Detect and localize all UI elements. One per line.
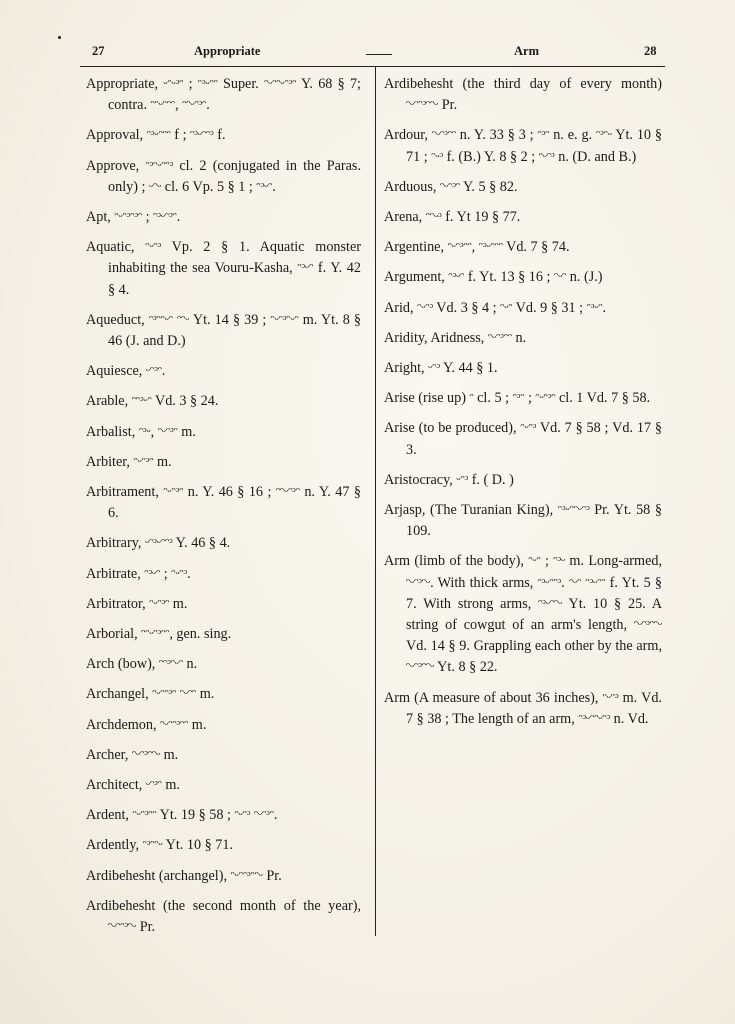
entry-definition: ᵔᵕᵔᵔᵓᵔ ᵔᵕᵔᵔ m. [152, 686, 215, 703]
dictionary-entry [86, 564, 361, 585]
entry-headword: Arm (limb of the body), [384, 553, 524, 570]
entry-definition: ᵔᵓᵕᵔᵔᵔ f ; ᵔᵓᵕᵔᵔᵓ f. [146, 127, 226, 144]
entry-definition: (A measure of about 36 inches), ᵔᵕᵔᵓ m. Vd. 7 § 38 ; The length of an arm, ᵔᵓᵕᵔᵔᵕᵔᵓ n. Vd. [406, 689, 662, 727]
entry-definition: ᵔᵔᵓᵔᵕᵔ n. [158, 656, 198, 673]
entry-headword: Aridity, Aridness, [384, 329, 485, 346]
entry-definition: ᵔᵓᵕ, ᵔᵕᵔᵓᵔ m. [138, 423, 196, 440]
entry-headword: Archdemon, [86, 716, 157, 733]
dictionary-entry [86, 835, 361, 856]
dictionary-entry [86, 775, 361, 796]
entry-headword: Arbalist, [86, 423, 136, 440]
entry-definition: ᵔᵕᵔᵔᵓᵔᵔ m. [160, 716, 207, 733]
dictionary-entry [384, 551, 662, 678]
dictionary-entry [86, 684, 361, 705]
entry-headword: Arise (to be produced), [384, 420, 517, 437]
entry-definition: ᵔᵕᵔᵓᵔᵔ n. [487, 329, 527, 346]
running-head-left: Appropriate [194, 44, 261, 58]
entry-definition: (The Turanian King), ᵔᵓᵕᵔᵔᵕᵔᵓ Pr. Yt. 58 § 109. [406, 502, 663, 540]
dictionary-entry [86, 391, 361, 412]
entry-headword: Arjasp, [384, 502, 426, 519]
running-head-right: Arm [514, 44, 539, 58]
entry-headword: Arbitrator, [86, 595, 146, 612]
dictionary-entry [384, 298, 662, 319]
dictionary-entry [86, 310, 361, 352]
entry-definition: ᵔᵓᵔᵔᵕ Yt. 10 § 71. [142, 837, 233, 854]
entry-definition: ᵔᵕᵔᵓᵔ Y. 5 § 82. [439, 178, 518, 195]
entry-headword: Ardently, [86, 837, 140, 854]
dictionary-entry [384, 74, 662, 116]
right-column [384, 74, 662, 739]
dictionary-entry [86, 422, 361, 443]
entry-definition: ᵔᵔᵓᵕᵔ Vd. 3 § 24. [131, 393, 219, 410]
entry-headword: Arbitrament, [86, 484, 159, 501]
dictionary-entry [86, 745, 361, 766]
entry-definition: (the second month of the year), ᵔᵕᵔᵔᵓᵔᵕ Pr. [108, 897, 361, 936]
entry-headword: Aqueduct, [86, 311, 145, 328]
dictionary-entry [86, 896, 361, 938]
page-number-right: 28 [644, 44, 657, 58]
page-speck [58, 36, 61, 39]
entry-definition: ᵔ cl. 5 ; ᵔᵓᵔ ; ᵔᵕᵔᵓᵔ cl. 1 Vd. 7 § 58. [469, 390, 651, 407]
entry-definition: ᵔᵕᵔᵓᵔ m. [149, 595, 188, 612]
entry-headword: Ardour, [384, 127, 428, 144]
dictionary-entry [86, 207, 361, 228]
dictionary-entry [86, 74, 361, 116]
dictionary-entry [384, 688, 662, 730]
entry-headword: Argument, [384, 269, 445, 286]
dictionary-entry [86, 594, 361, 615]
entry-headword: Arise (rise up) [384, 390, 466, 407]
entry-definition: ᵔᵕᵔᵓ Vd. 3 § 4 ; ᵔᵕᵔ Vd. 9 § 31 ; ᵔᵓᵕᵔ. [417, 299, 607, 316]
entry-headword: Aristocracy, [384, 471, 453, 488]
dictionary-entry [384, 328, 662, 349]
entry-headword: Ardent, [86, 807, 129, 824]
entry-definition: ᵔᵔᵕᵓ f. Yt 19 § 77. [425, 209, 521, 226]
dictionary-entry [384, 500, 662, 542]
entry-definition: ᵕᵔᵓ f. ( D. ) [456, 471, 514, 488]
entry-definition: ᵔᵕᵔᵓᵔᵔ Yt. 19 § 58 ; ᵔᵕᵔᵓ ᵔᵕᵔᵓᵔ. [132, 807, 278, 824]
dictionary-entry [384, 358, 662, 379]
entry-definition: ᵔᵕᵔᵓᵔ m. [133, 453, 172, 470]
dictionary-entry [384, 267, 662, 288]
entry-headword: Arbiter, [86, 453, 130, 470]
dictionary-entry [86, 361, 361, 382]
entry-headword: Arch (bow), [86, 656, 156, 673]
dictionary-entry [86, 452, 361, 473]
dictionary-entry [86, 156, 361, 198]
entry-headword: Arable, [86, 393, 129, 410]
entry-definition: ᵔᵕᵔᵓᵔᵔ n. Y. 33 § 3 ; ᵔᵓᵔ n. e. g. ᵔᵓᵔᵕ Yt. 10 § 71 ; ᵔᵕᵓ f. (B.) Y. 8 § 2 ; ᵔᵕᵔᵓ n. (D. and B.) [406, 127, 662, 165]
entry-headword: Arena, [384, 209, 423, 226]
entry-definition: ᵔᵕᵔᵓ Vd. 7 § 58 ; Vd. 17 § 3. [406, 420, 662, 458]
entry-headword: Arbitrary, [86, 535, 142, 552]
page-number-left: 27 [92, 44, 105, 58]
entry-definition: ᵔᵕᵔᵓᵔᵔ, ᵔᵓᵕᵔᵔᵔ Vd. 7 § 74. [447, 239, 570, 256]
dictionary-entry [86, 533, 361, 554]
entry-definition: ᵔᵓᵕᵔ f. Yt. 13 § 16 ; ᵔᵕᵔ n. (J.) [448, 269, 603, 286]
running-header [84, 44, 664, 64]
entry-headword: Aright, [384, 360, 425, 377]
dictionary-entry [86, 482, 361, 524]
entry-definition: ᵔᵓᵕᵔ ; ᵔᵕᵔᵓ. [144, 565, 191, 582]
entry-definition: ᵔᵕᵔᵔᵓᵔᵔᵕ Pr. [230, 867, 282, 884]
dictionary-entry [384, 237, 662, 258]
entry-headword: Arbitrate, [86, 565, 141, 582]
dictionary-entry [86, 624, 361, 645]
entry-headword: Approve, [86, 157, 140, 174]
column-rule [375, 66, 376, 936]
entry-definition: ᵕᵔᵕᵓᵔ ; ᵔᵓᵕᵔᵔ Super. ᵔᵕᵔᵔᵕᵔᵓᵔ Y. 68 § 7; contra. ᵔᵔᵕᵔᵔᵔ, ᵔᵔᵕᵔᵓᵔ. [108, 76, 362, 114]
entry-headword: Archangel, [86, 686, 149, 703]
dictionary-entry [86, 654, 361, 675]
entry-headword: Appropriate, [86, 76, 159, 92]
entry-definition: ᵔᵕᵔᵓᵔᵓᵔ ; ᵔᵓᵕᵔᵓᵔ. [114, 209, 181, 226]
running-head-separator [366, 54, 392, 55]
entry-definition: ᵔᵕᵔᵓᵔᵔᵕ m. [131, 746, 179, 763]
entry-definition: ᵕᵔᵓᵔ m. [145, 777, 180, 794]
dictionary-entry [384, 388, 662, 409]
entry-headword: Ardibehesht [86, 897, 156, 914]
dictionary-entry [86, 125, 361, 146]
entry-headword: Archer, [86, 746, 129, 763]
entry-headword: Apt, [86, 209, 111, 226]
entry-definition: ᵔᵓᵔᵕᵔᵔᵓ cl. 2 (conjugated in the Paras. only) ; ᵕᵔᵕ cl. 6 Vp. 5 § 1 ; ᵔᵓᵕᵔ. [108, 157, 361, 195]
entry-headword: Arborial, [86, 626, 138, 643]
entry-headword: Argentine, [384, 239, 445, 256]
left-column [86, 74, 361, 947]
entry-headword: Ardibehesht [384, 76, 454, 92]
dictionary-entry [86, 715, 361, 736]
header-rule [80, 66, 665, 67]
entry-definition: ᵔᵔᵕᵔᵓᵔᵔ, gen. sing. [141, 626, 232, 643]
dictionary-entry [384, 418, 662, 460]
entry-definition: (the third day of every month) ᵔᵕᵔᵔᵓᵔᵔᵕ Pr. [406, 76, 662, 114]
entry-definition: ᵔᵕᵔᵓ Vp. 2 § 1. Aquatic monster inhabiting the sea Vouru-Kasha, ᵔᵓᵕᵔ f. Y. 42 § 4. [108, 239, 361, 298]
entry-headword: Arid, [384, 299, 414, 316]
entry-headword: Aquiesce, [86, 363, 143, 380]
entry-definition: ᵕᵔᵓᵔ. [145, 363, 166, 380]
entry-headword: Approval, [86, 127, 144, 144]
dictionary-entry [384, 125, 662, 167]
entry-headword: Arm [384, 689, 411, 706]
entry-definition: ᵔᵓᵔᵔᵕᵔ ᵔᵔᵕ Yt. 14 § 39 ; ᵔᵕᵔᵓᵔᵕᵔ m. Yt. 8 § 46 (J. and D.) [108, 311, 362, 350]
dictionary-entry [86, 237, 361, 301]
entry-headword: Aquatic, [86, 239, 135, 256]
entry-definition: ᵔᵕᵔ ; ᵔᵓᵕ m. Long-armed, ᵔᵕᵔᵓᵔᵕ. With thick arms, ᵔᵓᵕᵔᵔᵓ. ᵔᵕᵔ ᵔᵓᵕᵔᵔ f. Yt. 5 § 7. With strong arms, ᵔᵓᵕᵔᵔᵕ Yt. 10 § 25. A string of cowgut of an arm's length, ᵔᵕᵔᵓᵔᵔᵕ Vd. 14 § 9. Grappling each other by the arm, ᵔᵕᵔᵓᵔᵔᵕ Yt. 8 § 22. [406, 553, 663, 676]
entry-headword: Arduous, [384, 178, 437, 195]
entry-headword: Architect, [86, 777, 143, 794]
dictionary-entry [384, 470, 662, 491]
dictionary-entry [384, 177, 662, 198]
entry-definition: ᵕᵔᵓᵕᵔᵔᵓ Y. 46 § 4. [144, 535, 231, 552]
dictionary-entry [86, 805, 361, 826]
entry-definition: ᵔᵕᵔᵓᵔ n. Y. 46 § 16 ; ᵔᵔᵕᵔᵓᵔ n. Y. 47 § 6. [108, 484, 362, 522]
dictionary-entry [384, 207, 662, 228]
entry-definition: ᵕᵔᵓ Y. 44 § 1. [428, 360, 498, 377]
dictionary-entry [86, 866, 361, 887]
entry-headword: Ardibehesht (archangel), [86, 867, 228, 884]
